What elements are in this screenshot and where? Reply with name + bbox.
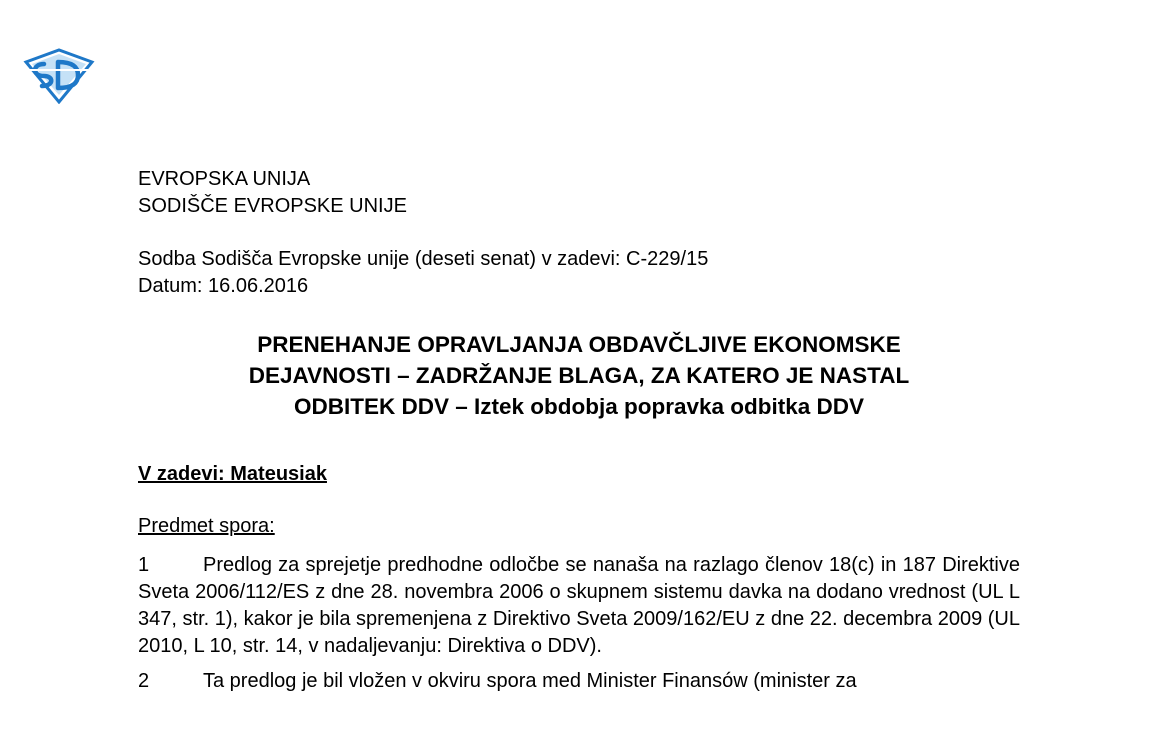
court-logo-icon [22,48,96,104]
paragraph-number: 1 [138,554,150,576]
paragraph [138,668,1020,695]
subject-label: Predmet spora: [138,515,275,537]
title-line-3: ODBITEK DDV – Iztek obdobja popravka odbitka DDV [293,394,865,419]
case-label: V zadevi: Mateusiak [138,463,327,485]
paragraph-number: 2 [138,670,150,692]
title-line-2: DEJAVNOSTI – ZADRŽANJE BLAGA, ZA KATERO JE NASTAL [248,363,910,388]
paragraph-text: Ta predlog je bil vložen v okviru spora med Minister Finansów (minister za [203,670,857,692]
title-line-1: PRENEHANJE OPRAVLJANJA OBDAVČLJIVE EKONOMSKE [257,332,901,357]
header-line-court: SODIŠČE EVROPSKE UNIJE [138,195,407,217]
paragraph [138,552,1020,660]
judgment-reference: Sodba Sodišča Evropske unije (deseti senat) v zadevi: C-229/15 [138,248,709,270]
document-title [138,329,1020,422]
judgment-date: Datum: 16.06.2016 [138,275,309,297]
document-body [138,166,1020,695]
header-line-eu: EVROPSKA UNIJA [138,168,311,190]
paragraph-text: Predlog za sprejetje predhodne odločbe se nanaša na razlago členov 18(c) in 187 Direktive Sveta 2006/112/ES z dne 28. novembra 2006 o skupnem sistemu davka na dodano vrednost (UL L 347, str. 1), kakor je bila spremenjena z Direktivo Sveta 2009/162/EU z dne 22. decembra 2009 (UL 2010, L 10, str. 14, v nadaljevanju: Direktiva o DDV). [138,554,1020,657]
